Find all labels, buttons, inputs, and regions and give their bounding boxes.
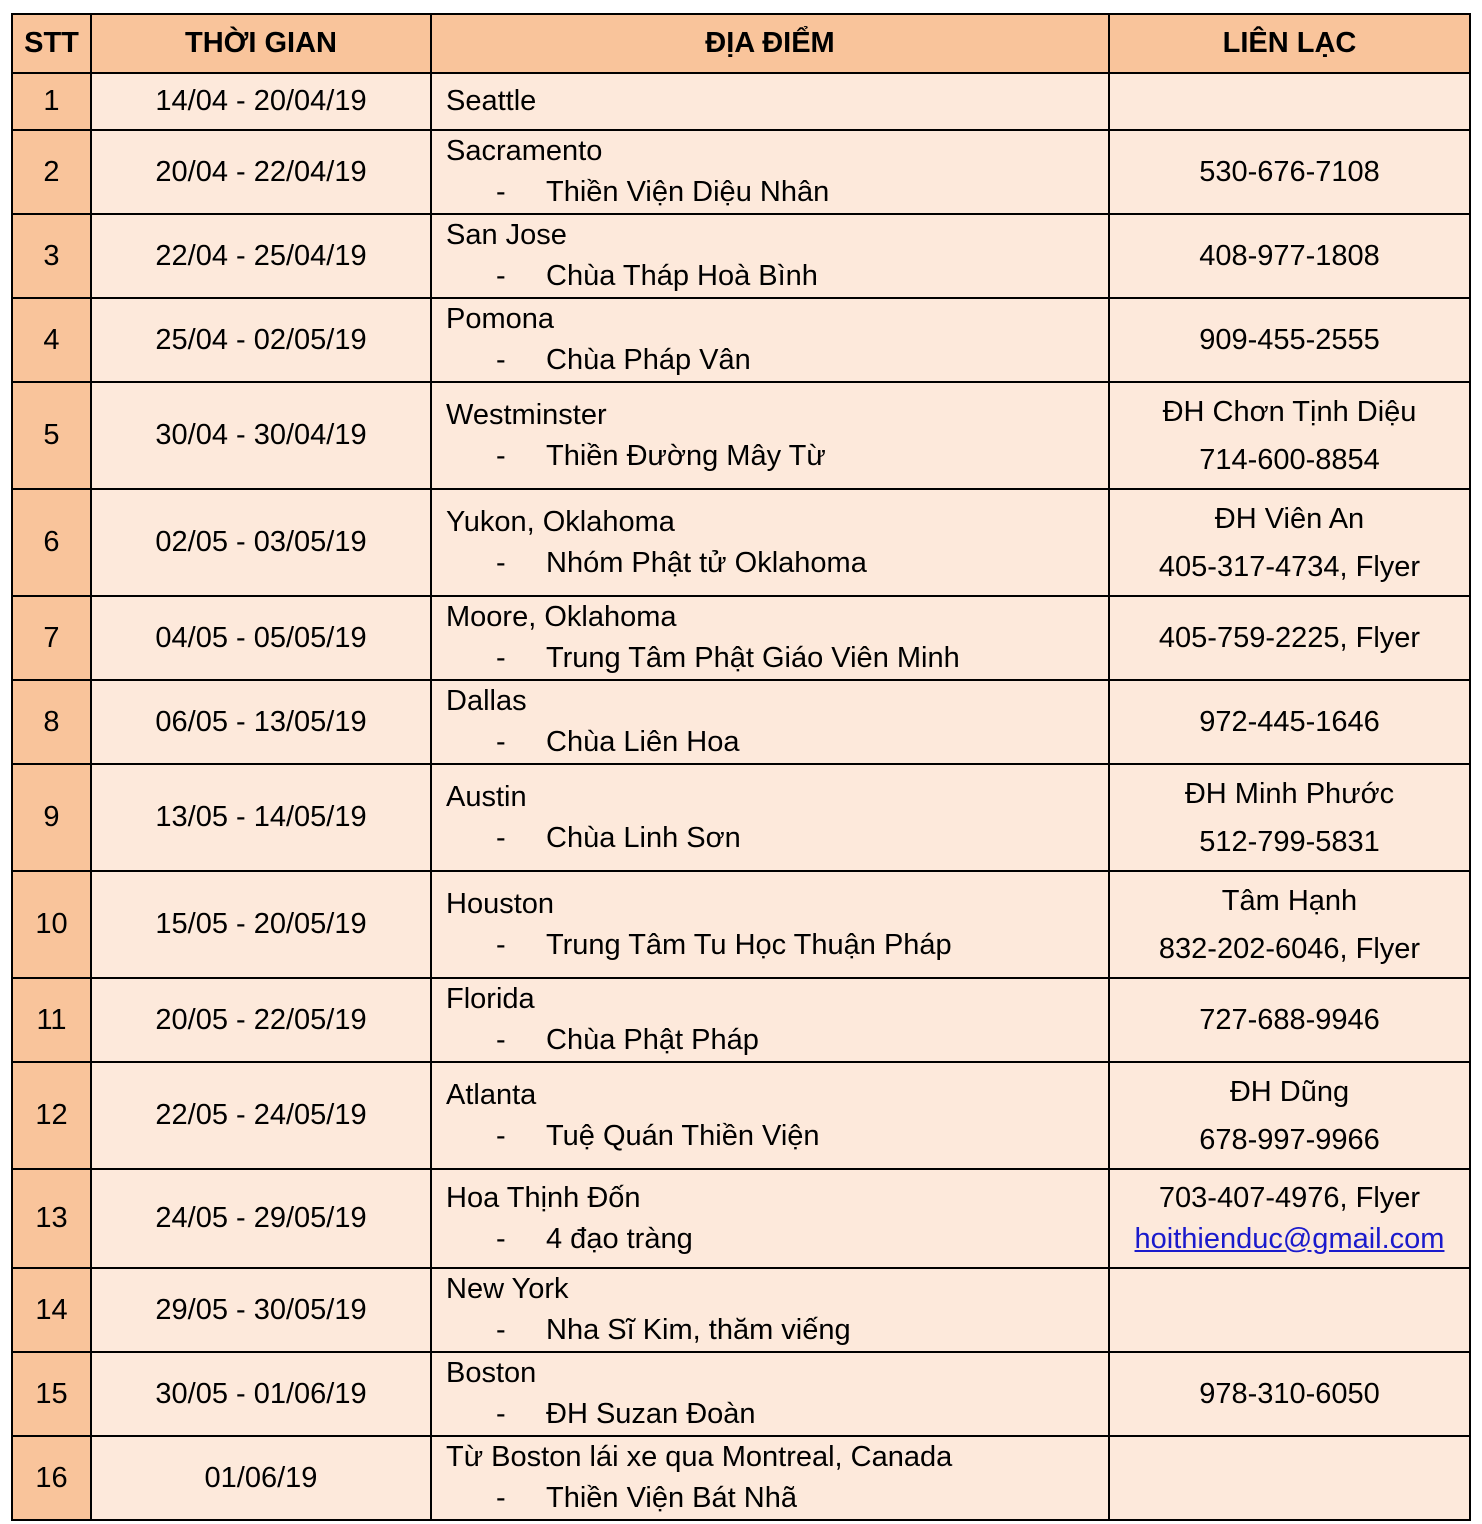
venue-dash: -: [496, 821, 506, 854]
contact-line: ĐH Minh Phước: [1184, 777, 1395, 810]
row-number: 4: [12, 298, 91, 382]
row-contact: [1109, 130, 1470, 214]
place-venue: Tuệ Quán Thiền Viện: [546, 1119, 820, 1152]
row-contact: [1109, 871, 1470, 978]
place-city: New York: [446, 1273, 569, 1305]
row-place: [431, 978, 1109, 1062]
header-stt: STT: [12, 14, 91, 73]
place-venue-line: [446, 436, 1108, 477]
place-city: Seattle: [446, 85, 537, 117]
table-row: [12, 1169, 1470, 1268]
contact-line: 703-407-4976, Flyer: [1158, 1181, 1421, 1214]
row-time: 30/04 - 30/04/19: [91, 382, 431, 489]
header-time: THỜI GIAN: [91, 14, 431, 73]
contact-line: 408-977-1808: [1199, 239, 1380, 272]
place-venue: Thiền Viện Bát Nhã: [546, 1482, 797, 1514]
contact-line: 530-676-7108: [1199, 155, 1380, 188]
row-place: [431, 1062, 1109, 1169]
row-time: 06/05 - 13/05/19: [91, 680, 431, 764]
row-time: 02/05 - 03/05/19: [91, 489, 431, 596]
row-contact: [1109, 489, 1470, 596]
place-venue: Chùa Phật Pháp: [546, 1024, 759, 1056]
contact-line: 405-317-4734, Flyer: [1158, 550, 1421, 583]
venue-dash: -: [496, 642, 506, 674]
table-row: [12, 489, 1470, 596]
contact-line: ĐH Chơn Tịnh Diệu: [1162, 395, 1417, 428]
row-number: 7: [12, 596, 91, 680]
row-place: [431, 596, 1109, 680]
table-row: [12, 871, 1470, 978]
row-number: 1: [12, 73, 91, 130]
place-city: Austin: [446, 780, 527, 813]
place-venue: ĐH Suzan Đoàn: [546, 1398, 756, 1430]
venue-dash: -: [496, 928, 506, 961]
row-place: [431, 382, 1109, 489]
row-contact: [1109, 1169, 1470, 1268]
row-place: [431, 298, 1109, 382]
row-number: 14: [12, 1268, 91, 1352]
place-city: Moore, Oklahoma: [446, 601, 677, 633]
place-venue: Chùa Linh Sơn: [546, 821, 741, 854]
contact-line: 972-445-1646: [1199, 705, 1380, 738]
row-contact: [1109, 978, 1470, 1062]
place-venue-line: [446, 543, 1108, 584]
row-time: 04/05 - 05/05/19: [91, 596, 431, 680]
row-time: 22/05 - 24/05/19: [91, 1062, 431, 1169]
row-place: [431, 214, 1109, 298]
table-row: [12, 1352, 1470, 1436]
row-contact: [1109, 596, 1470, 680]
place-city: Westminster: [446, 398, 607, 431]
row-time: 14/04 - 20/04/19: [91, 73, 431, 130]
place-city: San Jose: [446, 219, 567, 251]
table-row: [12, 130, 1470, 214]
place-venue-line: [446, 1394, 1108, 1435]
schedule-table: [11, 13, 1471, 1521]
table-row: [12, 764, 1470, 871]
place-venue: Thiền Viện Diệu Nhân: [546, 176, 830, 208]
contact-line: 714-600-8854: [1199, 443, 1380, 476]
contact-line: 405-759-2225, Flyer: [1158, 621, 1421, 654]
place-venue: Chùa Pháp Vân: [546, 344, 751, 376]
place-venue-line: [446, 1310, 1108, 1351]
row-time: 13/05 - 14/05/19: [91, 764, 431, 871]
row-place: [431, 1436, 1109, 1520]
row-number: 5: [12, 382, 91, 489]
row-place: [431, 1169, 1109, 1268]
place-venue: Chùa Tháp Hoà Bình: [546, 260, 818, 292]
row-time: 15/05 - 20/05/19: [91, 871, 431, 978]
contact-line: ĐH Dũng: [1229, 1075, 1350, 1108]
venue-dash: -: [496, 726, 506, 758]
row-contact: [1109, 382, 1470, 489]
place-city: Dallas: [446, 685, 527, 717]
place-city: Sacramento: [446, 135, 603, 167]
place-city: Boston: [446, 1357, 537, 1389]
contact-line: 909-455-2555: [1199, 323, 1380, 356]
contact-line: 727-688-9946: [1199, 1003, 1380, 1036]
place-venue-line: [446, 1478, 1108, 1519]
place-venue-line: [446, 1020, 1108, 1061]
row-contact: [1109, 73, 1470, 130]
row-place: [431, 871, 1109, 978]
row-number: 12: [12, 1062, 91, 1169]
place-city: Pomona: [446, 303, 555, 335]
table-row: [12, 298, 1470, 382]
row-time: 01/06/19: [91, 1436, 431, 1520]
row-number: 9: [12, 764, 91, 871]
row-number: 3: [12, 214, 91, 298]
row-place: [431, 764, 1109, 871]
row-place: [431, 680, 1109, 764]
place-venue: Nha Sĩ Kim, thăm viếng: [546, 1314, 851, 1346]
venue-dash: -: [496, 344, 506, 376]
place-venue-line: [446, 638, 1108, 679]
place-city: Từ Boston lái xe qua Montreal, Canada: [446, 1441, 953, 1473]
venue-dash: -: [496, 1314, 506, 1346]
venue-dash: -: [496, 1482, 506, 1514]
row-time: 20/04 - 22/04/19: [91, 130, 431, 214]
table-row: [12, 214, 1470, 298]
venue-dash: -: [496, 260, 506, 292]
row-number: 11: [12, 978, 91, 1062]
table-row: [12, 978, 1470, 1062]
row-contact: [1109, 298, 1470, 382]
contact-line: 512-799-5831: [1199, 825, 1380, 858]
venue-dash: -: [496, 176, 506, 208]
place-venue-line: [446, 172, 1108, 213]
table-row: [12, 1268, 1470, 1352]
row-contact: [1109, 214, 1470, 298]
place-city: Hoa Thịnh Đốn: [446, 1181, 641, 1214]
row-contact: [1109, 680, 1470, 764]
row-time: 29/05 - 30/05/19: [91, 1268, 431, 1352]
row-number: 2: [12, 130, 91, 214]
venue-dash: -: [496, 1398, 506, 1430]
row-contact: [1109, 764, 1470, 871]
row-number: 13: [12, 1169, 91, 1268]
row-place: [431, 130, 1109, 214]
table-row: [12, 73, 1470, 130]
place-venue: Trung Tâm Tu Học Thuận Pháp: [546, 928, 952, 961]
place-city: Yukon, Oklahoma: [446, 505, 675, 538]
row-number: 16: [12, 1436, 91, 1520]
contact-line: 678-997-9966: [1199, 1123, 1380, 1156]
place-venue: 4 đạo tràng: [546, 1222, 693, 1255]
place-venue: Thiền Đường Mây Từ: [546, 439, 826, 472]
place-venue-line: [446, 1219, 1108, 1260]
place-venue-line: [446, 1116, 1108, 1157]
row-time: 22/04 - 25/04/19: [91, 214, 431, 298]
row-number: 8: [12, 680, 91, 764]
row-number: 15: [12, 1352, 91, 1436]
header-row: [12, 14, 1470, 73]
row-number: 6: [12, 489, 91, 596]
place-city: Houston: [446, 887, 555, 920]
row-time: 25/04 - 02/05/19: [91, 298, 431, 382]
venue-dash: -: [496, 546, 506, 579]
place-venue-line: [446, 256, 1108, 297]
contact-line: 978-310-6050: [1199, 1377, 1380, 1410]
table-row: [12, 1436, 1470, 1520]
row-contact: [1109, 1436, 1470, 1520]
venue-dash: -: [496, 1222, 506, 1255]
venue-dash: -: [496, 1119, 506, 1152]
row-time: 30/05 - 01/06/19: [91, 1352, 431, 1436]
contact-email-link[interactable]: hoithienduc@gmail.com: [1134, 1222, 1445, 1255]
row-contact: [1109, 1352, 1470, 1436]
row-place: [431, 1352, 1109, 1436]
place-city: Atlanta: [446, 1078, 537, 1111]
row-place: [431, 489, 1109, 596]
table-row: [12, 1062, 1470, 1169]
table-row: [12, 382, 1470, 489]
table-row: [12, 680, 1470, 764]
place-venue: Chùa Liên Hoa: [546, 726, 740, 758]
venue-dash: -: [496, 1024, 506, 1056]
row-contact: [1109, 1268, 1470, 1352]
place-city: Florida: [446, 983, 535, 1015]
row-number: 10: [12, 871, 91, 978]
venue-dash: -: [496, 439, 506, 472]
contact-line: 832-202-6046, Flyer: [1158, 932, 1421, 965]
place-venue: Trung Tâm Phật Giáo Viên Minh: [546, 642, 960, 674]
contact-line: Tâm Hạnh: [1221, 884, 1358, 917]
header-contact: LIÊN LẠC: [1109, 14, 1470, 73]
place-venue: Nhóm Phật tử Oklahoma: [546, 546, 867, 579]
row-place: [431, 73, 1109, 130]
header-place: ĐỊA ĐIỂM: [431, 14, 1109, 73]
place-venue-line: [446, 722, 1108, 763]
row-place: [431, 1268, 1109, 1352]
contact-line: ĐH Viên An: [1214, 502, 1365, 535]
place-venue-line: [446, 818, 1108, 859]
row-contact: [1109, 1062, 1470, 1169]
row-time: 24/05 - 29/05/19: [91, 1169, 431, 1268]
place-venue-line: [446, 340, 1108, 381]
table-row: [12, 596, 1470, 680]
place-venue-line: [446, 925, 1108, 966]
row-time: 20/05 - 22/05/19: [91, 978, 431, 1062]
